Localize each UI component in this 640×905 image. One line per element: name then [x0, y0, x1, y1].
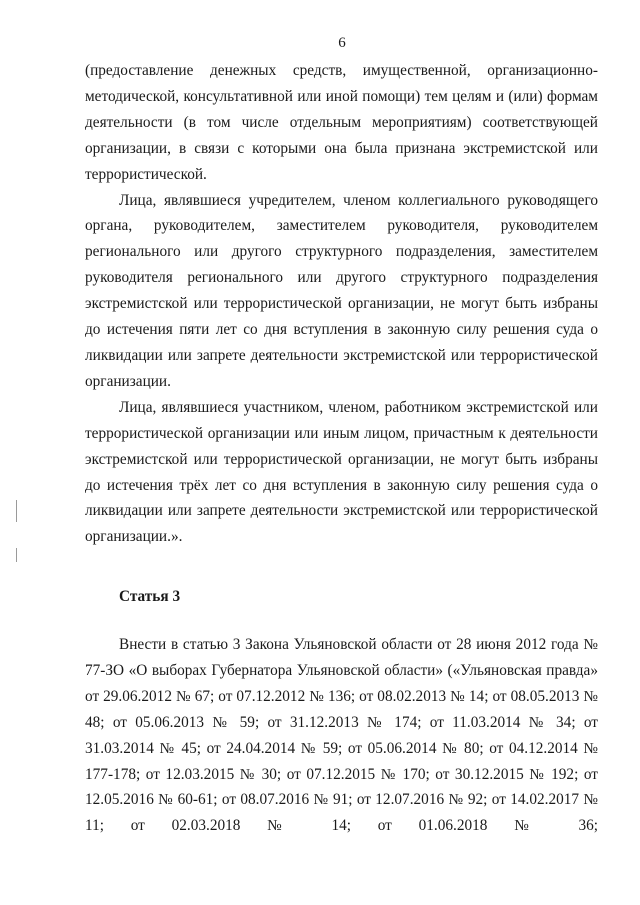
article-heading: Статья 3: [119, 588, 181, 605]
article-paragraph: Внести в статью 3 Закона Ульяновской области от 28 июня 2012 года № 77-ЗО «О выборах Губернатора Ульяновской области» («Ульяновская правда» от 29.06.2012 № 67; от 07.12.2012 № 136; от 08.02.2013 № 14; от 08.05.2013 № 48; от 05.06.2013 № 59; от 31.12.2013 № 174; от 11.03.2014 № 34; от 31.03.2014 № 45; от 24.04.2014 № 59; от 05.06.2014 № 80; от 04.12.2014 № 177-178; от 12.03.2015 № 30; от 07.12.2015 № 170; от 30.12.2015 № 192; от 12.05.2016 № 60-61; от 08.07.2016 № 91; от 12.07.2016 № 92; от 14.02.2017 № 11; от 02.03.2018 № 14; от 01.06.2018 № 36;: [85, 636, 598, 835]
scan-artifact-mark: [16, 500, 17, 522]
page-number: 6: [338, 35, 346, 51]
paragraph-continuation: (предоставление денежных средств, имущественной, организационно-методической, консультативной или иной помощи) тем целям и (или) формам деятельности (в том числе отдельным мероприятиям) соответствующей организации, в связи с которыми она была признана экстремистской или террористической.: [85, 62, 598, 183]
paragraph-participants-restriction: Лица, являвшиеся участником, членом, работником экстремистской или террористической организации или иным лицом, причастным к деятельности экстремистской или террористической организации, не могут быть избраны до истечения трёх лет со дня вступления в законную силу решения суда о ликвидации или запрете деятельности экстремистской или террористической организации.».: [85, 398, 598, 546]
scan-artifact-mark: [16, 548, 17, 562]
document-body: [85, 58, 598, 550]
paragraph-founders-restriction: Лица, являвшиеся учредителем, членом коллегиального руководящего органа, руководителем, заместителем руководителя, руководителем регионального или другого структурного подразделения, заместителем руководителя регионального или другого структурного подразделения экстремистской или террористической организации, не могут быть избраны до истечения пяти лет со дня вступления в законную силу решения суда о ликвидации или запрете деятельности экстремистской или террористической организации.: [85, 191, 598, 390]
article-body: [85, 632, 598, 839]
